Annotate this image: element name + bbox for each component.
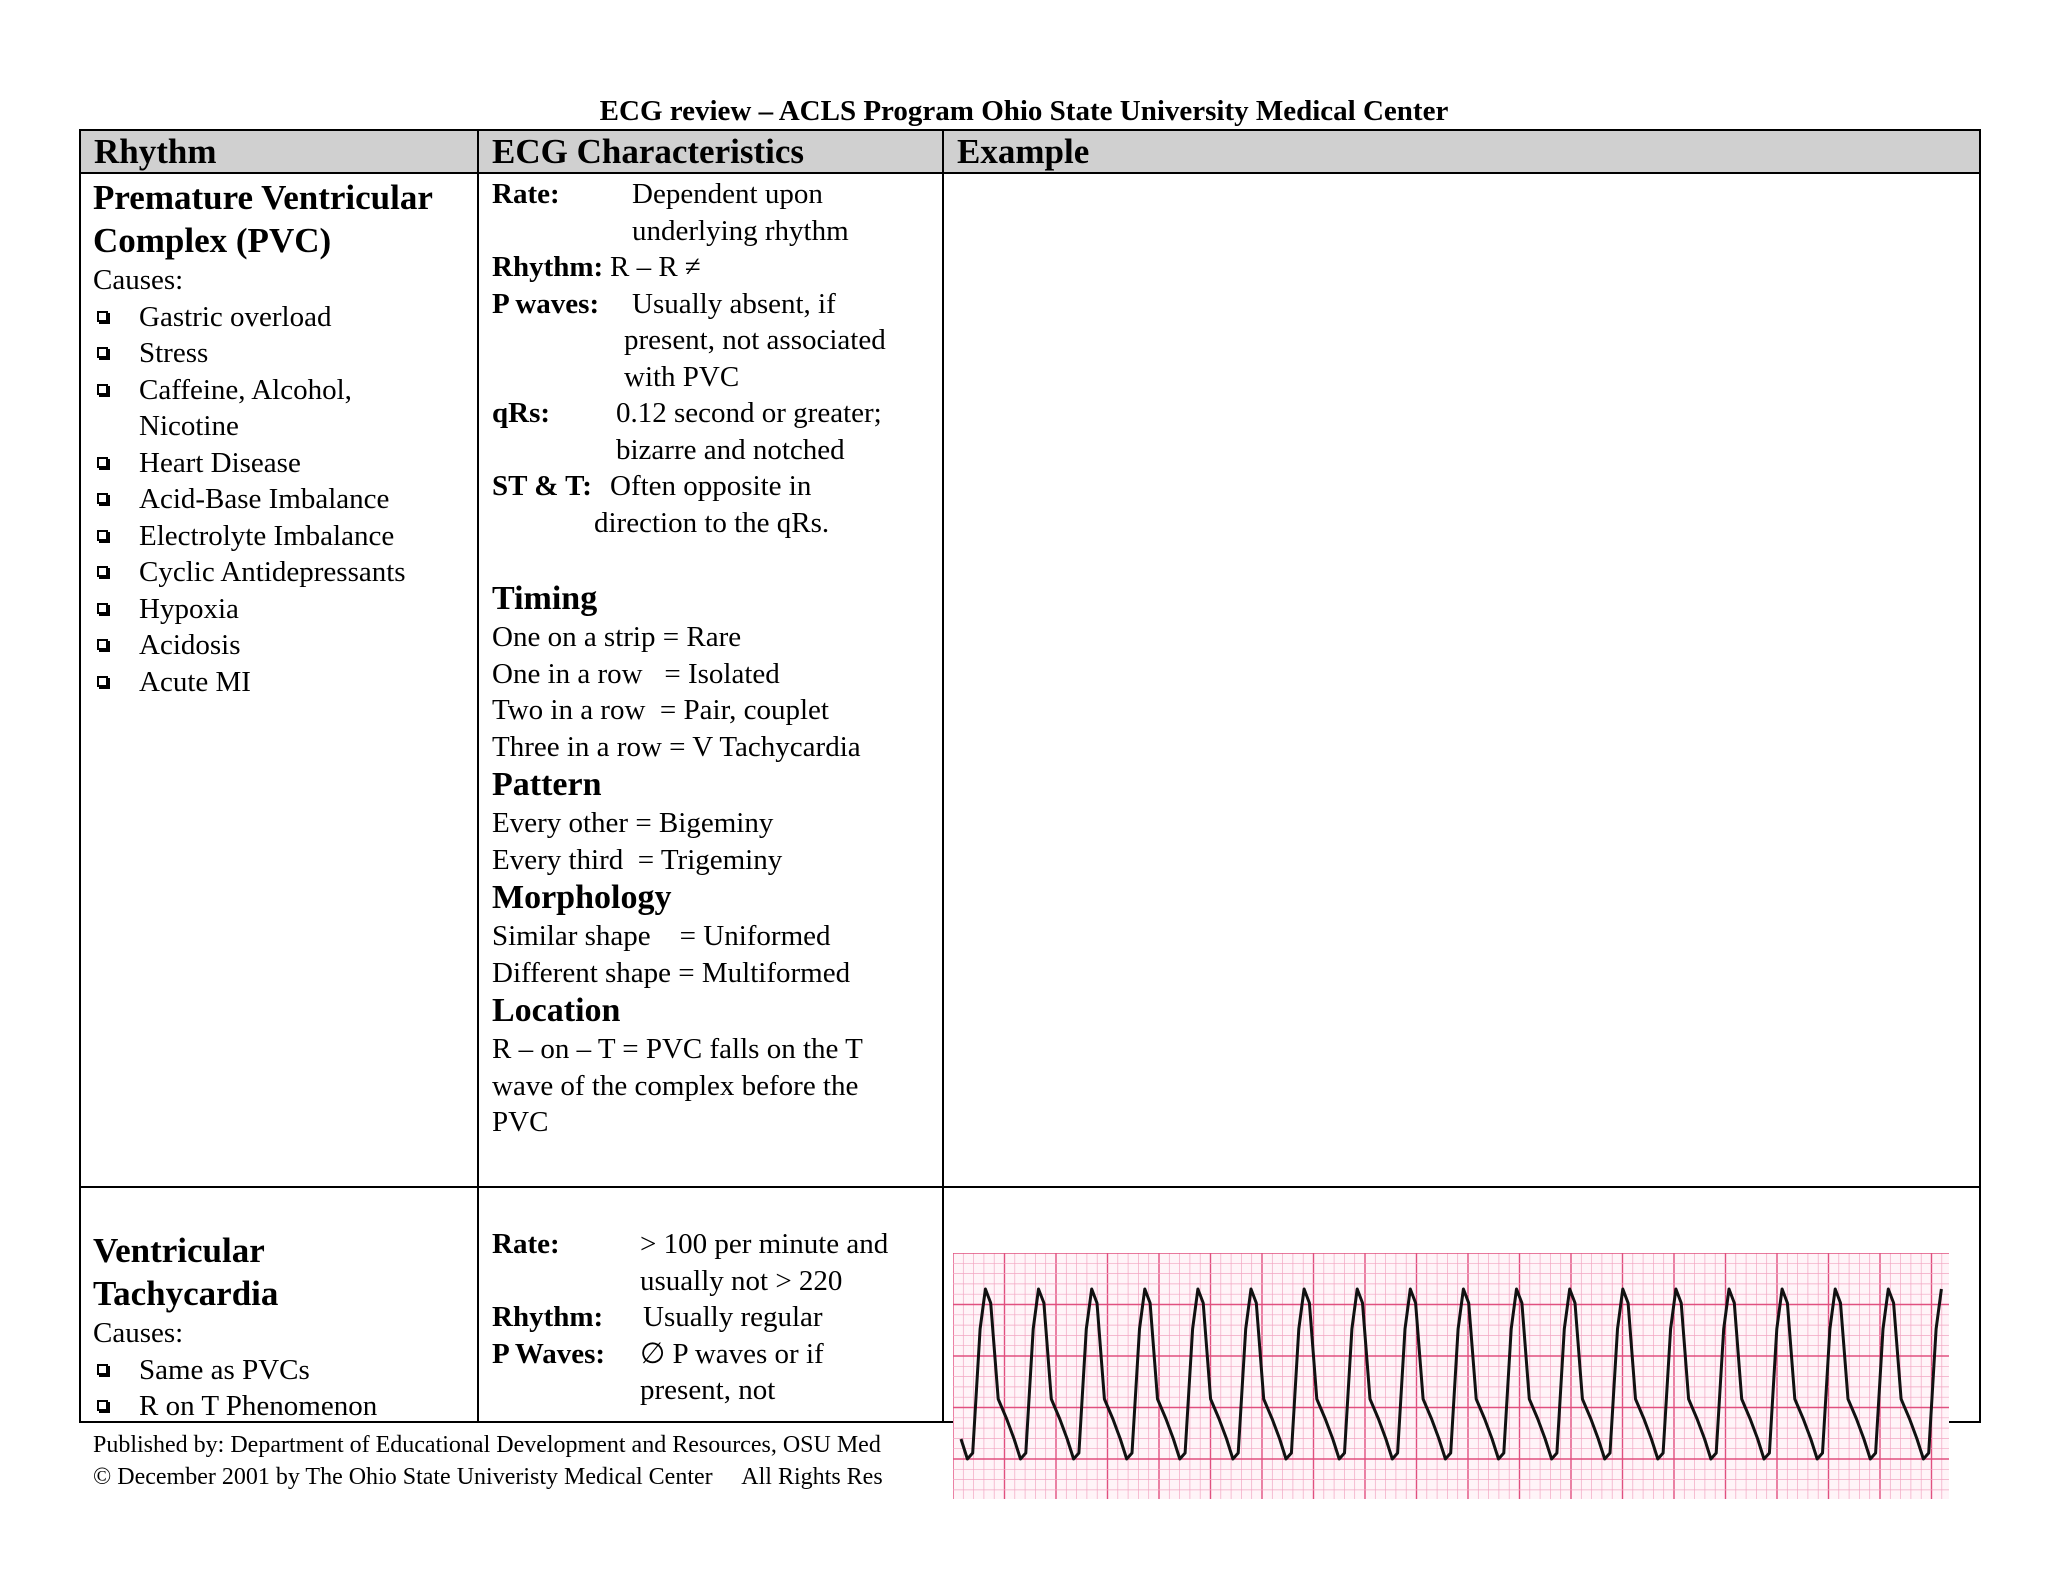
rhythm-name-pvc: Premature Ventricular Complex (PVC) [93,178,433,260]
char-rhythm: Rhythm: R – R ≠ [492,251,701,283]
section-heading-timing: Timing [492,580,598,617]
section-heading-location: Location [492,992,621,1029]
cause-item-continuation: Nicotine [139,410,239,442]
morphology-line: Different shape = Multiformed [492,956,851,989]
timing-line: Three in a row = V Tachycardia [492,730,861,763]
rhythm-cell-vtach [93,1229,473,1425]
cause-item: Acid-Base Imbalance [93,481,473,518]
location-line: R – on – T = PVC falls on the T [492,1033,863,1065]
cause-item: Hypoxia [93,591,473,628]
char-st-t: ST & T: Often opposite in direction to the qRs. [492,470,830,539]
table-left-border [79,129,81,1423]
timing-line: Two in a row = Pair, couplet [492,694,829,726]
causes-label: Causes: [93,1317,184,1349]
pattern-line: Every other = Bigeminy [492,807,774,839]
ecg-waveform-image [953,1253,1949,1499]
char-p-waves: P Waves: ∅ P waves or if present, not [492,1337,824,1406]
cause-item: Gastric overload [93,299,473,336]
location-line: wave of the complex before the [492,1069,859,1102]
cause-item: Stress [93,335,473,372]
char-rhythm: Rhythm: Usually regular [492,1301,823,1333]
location-line: PVC [492,1106,549,1138]
cause-item: Caffeine, Alcohol, [93,372,473,409]
rhythm-name-vtach: Ventricular Tachycardia [93,1231,279,1313]
header-ecg-characteristics: ECG Characteristics [479,130,944,173]
cause-item: Same as PVCs [93,1352,473,1389]
cause-item: Heart Disease [93,445,473,482]
causes-list-pvc [93,299,473,701]
rhythm-cell-pvc [93,176,473,700]
causes-list-vtach [93,1352,473,1425]
char-rate: Rate: Dependent upon underlying rhythm [492,178,849,247]
cause-item: R on T Phenomenon [93,1388,473,1425]
cause-item: Acidosis [93,627,473,664]
timing-line: One on a strip = Rare [492,621,742,653]
column-divider-1 [477,129,479,1423]
char-p-waves: P waves: Usually absent, if present, not associated with PVC [492,287,886,393]
cause-item: Acute MI [93,664,473,701]
section-heading-morphology: Morphology [492,879,672,916]
document-title: ECG review – ACLS Program Ohio State University Medical Center [599,95,1449,127]
causes-label: Causes: [93,264,184,296]
header-rhythm: Rhythm [81,130,479,173]
pattern-line: Every third = Trigeminy [492,843,783,876]
column-divider-2 [942,129,944,1423]
section-heading-pattern: Pattern [492,766,602,803]
timing-line: One in a row = Isolated [492,657,780,690]
header-bottom-border [80,172,1981,174]
characteristics-cell-vtach [492,1226,937,1409]
row-divider [80,1186,1981,1188]
cause-item: Cyclic Antidepressants [93,554,473,591]
characteristics-cell-pvc [492,176,937,1141]
table-top-border [80,129,1981,131]
header-example: Example [944,130,1979,173]
table-right-border [1979,129,1981,1423]
morphology-line: Similar shape = Uniformed [492,920,831,952]
char-qrs: qRs: 0.12 second or greater; bizarre and notched [492,397,882,466]
footer-published-by: Published by: Department of Educational Development and Resources, OSU Med [93,1432,881,1458]
char-rate: Rate: > 100 per minute and usually not > 220 [492,1228,889,1297]
footer-copyright: © December 2001 by The Ohio State Univeristy Medical Center All Rights Res [93,1464,883,1490]
cause-item: Electrolyte Imbalance [93,518,473,555]
